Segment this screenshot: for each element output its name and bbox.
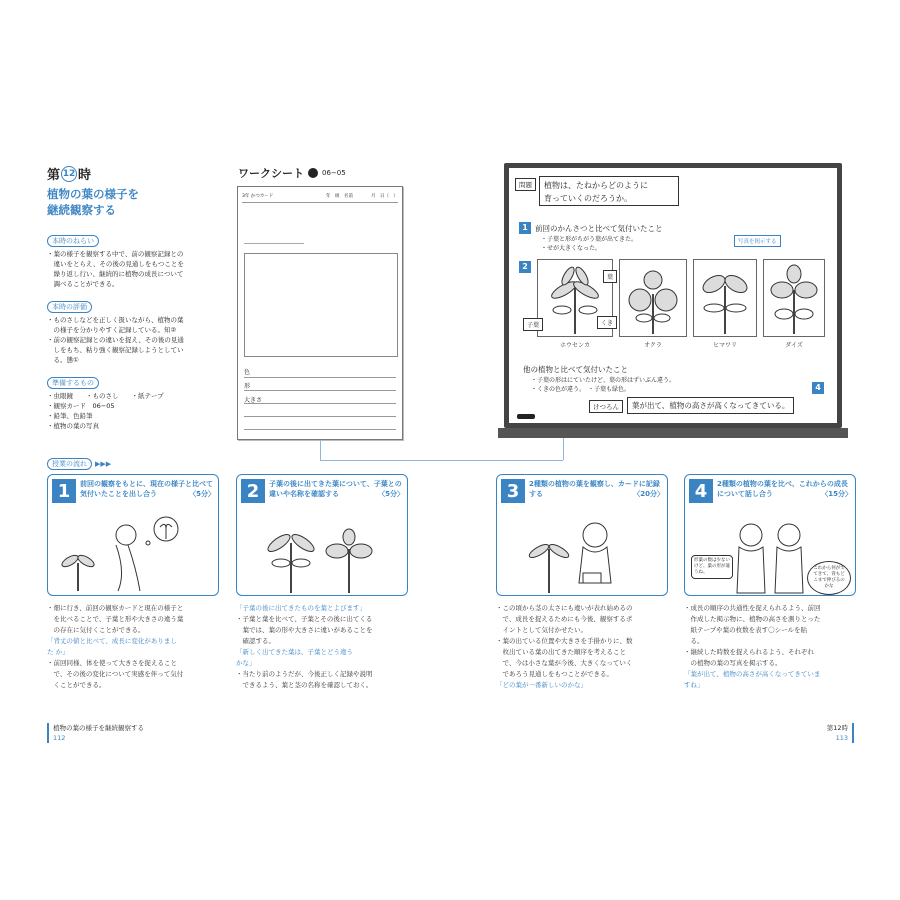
question-line1: 植物は、たねからどのように bbox=[544, 181, 648, 190]
plant-name-okra: オクラ bbox=[644, 342, 662, 349]
eval-line: の様子を分かりやすく記録している。知② bbox=[47, 326, 177, 334]
prep-item: ・鉛筆、色鉛筆 bbox=[47, 412, 93, 420]
step-card-3 bbox=[496, 474, 668, 596]
photo-note: 写真を掲示する bbox=[734, 235, 781, 247]
step-number: 1 bbox=[52, 479, 76, 503]
step-body-line: 葉では、葉の形や大きさに違いがあることを bbox=[236, 626, 373, 634]
flow-tag: 授業の流れ bbox=[47, 458, 92, 470]
step-body-line: で、その後の変化について実感を伴って気付 bbox=[47, 670, 184, 678]
aim-text bbox=[47, 249, 217, 289]
step-body-line: 作成した掲示物に、植物の高さを測りとった bbox=[684, 615, 821, 623]
footer-left-page: 112 bbox=[53, 734, 66, 742]
step-duration: 〈20分〉 bbox=[633, 490, 664, 498]
step-body-line: 紙テープや葉の枚数を表す〇シールを貼 bbox=[684, 626, 808, 634]
step-body-line: で、今は小さな葉が今後、大きくなっていく bbox=[496, 659, 633, 667]
prep-list bbox=[47, 391, 217, 431]
step-body-line: で、成長を捉えるためにも今後、観察するポ bbox=[496, 615, 633, 623]
two-plants-illustration-icon bbox=[237, 513, 408, 596]
step-body-question: 「葉が出て、植物の高さが高くなってきていま bbox=[684, 670, 821, 678]
magnet-icon bbox=[517, 414, 535, 419]
worksheet-field-size: 大きさ bbox=[244, 397, 263, 404]
footer-right bbox=[810, 723, 854, 743]
speech-bubble-right: これから何がでてきて、背もどこまで伸びるのかな bbox=[807, 561, 851, 595]
compare-point: ・子葉の形はにていたけど、葉の形はずいぶん違う。 bbox=[531, 377, 676, 384]
step-body-question: かな」 bbox=[236, 659, 256, 667]
prep-tag: 準備するもの bbox=[47, 377, 99, 389]
worksheet-line bbox=[244, 416, 396, 417]
board-item1-badge: 1 bbox=[519, 222, 531, 234]
step-duration: 〈5分〉 bbox=[189, 490, 215, 498]
worksheet-line bbox=[244, 403, 396, 404]
flow-heading bbox=[47, 458, 111, 470]
aim-tag: 本時のねらい bbox=[47, 235, 99, 247]
step-body-line: できるよう、葉と茎の名称を確認しておく。 bbox=[236, 681, 373, 689]
board-point: ・子葉と形がちがう葉が出てきた。 bbox=[541, 236, 638, 243]
aim-line: 違いをとらえ、その後の見通しをもつことを bbox=[47, 260, 184, 268]
step-body-line: ・子葉と葉を比べて、子葉とその後に出てくる bbox=[236, 615, 373, 623]
step-body-line: る。 bbox=[684, 637, 704, 645]
step-number: 4 bbox=[689, 479, 713, 503]
compare-point: ・くきの色が違う。 ・子葉も緑色。 bbox=[531, 386, 631, 393]
worksheet-heading bbox=[238, 165, 346, 181]
plant-card-himawari bbox=[693, 259, 757, 337]
worksheet-drawing-area bbox=[244, 253, 398, 357]
step-body-1 bbox=[47, 603, 219, 691]
step-body-line: 枚出ている葉の出てきた順序を考えること bbox=[496, 648, 626, 656]
footer-right-title: 第12時 bbox=[826, 724, 848, 732]
step-body-line: 確認する。 bbox=[236, 637, 275, 645]
step-body-3 bbox=[496, 603, 668, 691]
plant-name-himawari: ヒマワリ bbox=[712, 342, 737, 349]
lesson-suffix: 時 bbox=[78, 168, 92, 183]
lesson-title bbox=[47, 186, 139, 218]
step-body-question: 「新しく出てきた葉は、子葉とどう違う bbox=[236, 648, 353, 656]
eval-line: しをもち、粘り強く観察記録しようとしてい bbox=[47, 346, 184, 354]
step-card-4 bbox=[684, 474, 856, 596]
eval-text bbox=[47, 315, 217, 365]
step-card-2 bbox=[236, 474, 408, 596]
compare-points bbox=[531, 376, 675, 394]
step-header bbox=[237, 475, 407, 513]
step-title bbox=[269, 475, 407, 499]
footer-right-page: 113 bbox=[835, 734, 848, 742]
step-body-question: すね」 bbox=[684, 681, 704, 689]
aim-line: ・葉の様子を観察する中で、前の観察記録との bbox=[47, 250, 184, 258]
worksheet-header-left: 3年 かつカード bbox=[242, 194, 274, 199]
step-body-line: を比べることで、子葉と形や大きさの違う葉 bbox=[47, 615, 184, 623]
step-title bbox=[529, 475, 667, 499]
eval-line: る。態① bbox=[47, 356, 79, 364]
lesson-title-line2: 継続観察する bbox=[47, 203, 116, 217]
prep-section bbox=[47, 370, 217, 431]
step-header bbox=[48, 475, 218, 513]
connector-line bbox=[563, 438, 564, 460]
aim-section bbox=[47, 228, 217, 289]
step-body-line: ・成長の順序の共通性を捉えられるよう、前回 bbox=[684, 604, 821, 612]
worksheet-field-color: 色 bbox=[244, 369, 251, 376]
label-stem: くき bbox=[597, 316, 617, 329]
step-title-text: 2種類の植物の葉を比べ、これからの成長について話し合う bbox=[717, 480, 848, 498]
prep-item: ・植物の葉の写真 bbox=[47, 422, 99, 430]
aim-line: 調べることができる。 bbox=[47, 280, 119, 288]
step-body-line: ・継続した時数を捉えられるよう、それぞれ bbox=[684, 648, 814, 656]
step-body-line: ・前回同様、体を使って大きさを捉えること bbox=[47, 659, 177, 667]
worksheet-date-line bbox=[244, 243, 304, 244]
aim-line: 繰り返し行い、継続的に植物の成長について bbox=[47, 270, 184, 278]
board-item1-points bbox=[541, 235, 637, 253]
question-tag: 問題 bbox=[515, 178, 536, 191]
plant-illustration-icon bbox=[620, 260, 686, 336]
step-title-text: 子葉の後に出てきた葉について、子葉との違いや名称を確認する bbox=[269, 480, 402, 498]
question-box bbox=[539, 176, 679, 206]
step-title bbox=[80, 475, 218, 499]
eval-tag: 本時の評価 bbox=[47, 301, 92, 313]
blackboard bbox=[509, 168, 837, 423]
step-body-line: ・畑に行き、前回の観察カードと現在の様子と bbox=[47, 604, 184, 612]
worksheet-title: ワークシート bbox=[238, 167, 304, 180]
step-body-line: くことができる。 bbox=[47, 681, 106, 689]
step-duration: 〈15分〉 bbox=[821, 490, 852, 498]
step-title-text: 前回の観察をもとに、現在の様子と比べて気付いたことを出し合う bbox=[80, 480, 213, 498]
step-body-line: の植物の葉の写真を掲示する。 bbox=[684, 659, 782, 667]
step-header bbox=[685, 475, 855, 513]
board-item4-badge: 4 bbox=[812, 382, 824, 394]
step-body-line: の存在に気付くことができる。 bbox=[47, 626, 145, 634]
worksheet-code: 06−05 bbox=[322, 169, 346, 177]
plant-name-housenka: ホウセンカ bbox=[559, 342, 590, 349]
eval-line: ・前の観察記録との違いを捉え、その後の見通 bbox=[47, 336, 184, 344]
worksheet-field-shape: 形 bbox=[244, 383, 251, 390]
worksheet-header-right: 年 組 名前 月 日（ ） bbox=[326, 194, 398, 199]
step-body-line: であろう見通しをもつことができる。 bbox=[496, 670, 613, 678]
flow-arrows: ▶▶▶ bbox=[95, 460, 112, 468]
label-cotyledon: 子葉 bbox=[523, 318, 543, 331]
step-number: 2 bbox=[241, 479, 265, 503]
question-line2: 育っていくのだろうか。 bbox=[544, 194, 632, 203]
worksheet-line bbox=[244, 429, 396, 430]
child-recording-illustration-icon bbox=[497, 513, 668, 596]
worksheet-sheet bbox=[237, 186, 403, 440]
step-duration: 〈5分〉 bbox=[378, 490, 404, 498]
lesson-heading bbox=[47, 164, 91, 183]
compare-title: 他の植物と比べて気付いたこと bbox=[523, 365, 628, 374]
board-point: ・せが大きくなった。 bbox=[541, 245, 602, 252]
worksheet-line bbox=[244, 390, 396, 391]
label-leaf: 葉 bbox=[603, 270, 617, 283]
prep-item: ・観察カード 06−05 bbox=[47, 402, 115, 410]
footer-left bbox=[47, 723, 144, 743]
board-item2-badge: 2 bbox=[519, 261, 531, 273]
step-body-line: イントとして気付かせたい。 bbox=[496, 626, 587, 634]
step-body-question: 「子葉の後に出てきたものを葉とよびます」 bbox=[236, 604, 366, 612]
prep-item: ・虫眼鏡 ・ものさし ・紙テープ bbox=[47, 392, 164, 400]
step-body-question: 「背丈の値と比べて、成長に変化がありまし bbox=[47, 637, 177, 645]
connector-line bbox=[320, 440, 321, 460]
step-body-question: 「どの葉が一番新しいのかな」 bbox=[496, 681, 587, 689]
speech-bubble-left: 形葉の数は少ないけど、葉の形が違うね。 bbox=[691, 555, 733, 579]
step-number: 3 bbox=[501, 479, 525, 503]
worksheet-header bbox=[242, 193, 398, 203]
plant-illustration-icon bbox=[764, 260, 824, 336]
plant-card-daizu bbox=[763, 259, 825, 337]
conclusion-box: 葉が出て、植物の高さが高くなってきている。 bbox=[627, 397, 794, 414]
step-body-2 bbox=[236, 603, 408, 691]
step-body-line: ・葉の出ている位置や大きさを手掛かりに、数 bbox=[496, 637, 633, 645]
eval-section bbox=[47, 294, 217, 365]
board-item1-title: 前回のかんさつと比べて気付いたこと bbox=[535, 224, 663, 233]
connector-line bbox=[320, 460, 563, 461]
footer-left-title: 植物の葉の様子を継続観察する bbox=[53, 724, 144, 732]
lesson-title-line1: 植物の葉の様子を bbox=[47, 187, 139, 201]
worksheet-line bbox=[244, 377, 396, 378]
chalk-tray bbox=[498, 428, 848, 438]
lesson-prefix: 第 bbox=[47, 168, 61, 183]
step-body-line: ・この頃から茎の太さにも違いが表れ始めるの bbox=[496, 604, 633, 612]
eval-line: ・ものさしなどを正しく扱いながら、植物の葉 bbox=[47, 316, 184, 324]
plant-illustration-icon bbox=[694, 260, 756, 336]
teacher-child-illustration-icon bbox=[48, 513, 219, 596]
step-body-question: た か」 bbox=[47, 648, 69, 656]
step-title-text: 2種類の植物の葉を観察し、カードに記録する bbox=[529, 480, 660, 498]
lesson-number-badge: 12 bbox=[61, 166, 77, 182]
step-body-4 bbox=[684, 603, 856, 691]
step-header bbox=[497, 475, 667, 513]
step-card-1 bbox=[47, 474, 219, 596]
plant-name-daizu: ダイズ bbox=[785, 342, 803, 349]
plant-card-okra bbox=[619, 259, 687, 337]
step-body-line: ・当たり前のようだが、今後正しく記録や説明 bbox=[236, 670, 373, 678]
disc-icon bbox=[308, 168, 318, 178]
step-title bbox=[717, 475, 855, 499]
conclusion-tag: けつろん bbox=[589, 400, 623, 413]
